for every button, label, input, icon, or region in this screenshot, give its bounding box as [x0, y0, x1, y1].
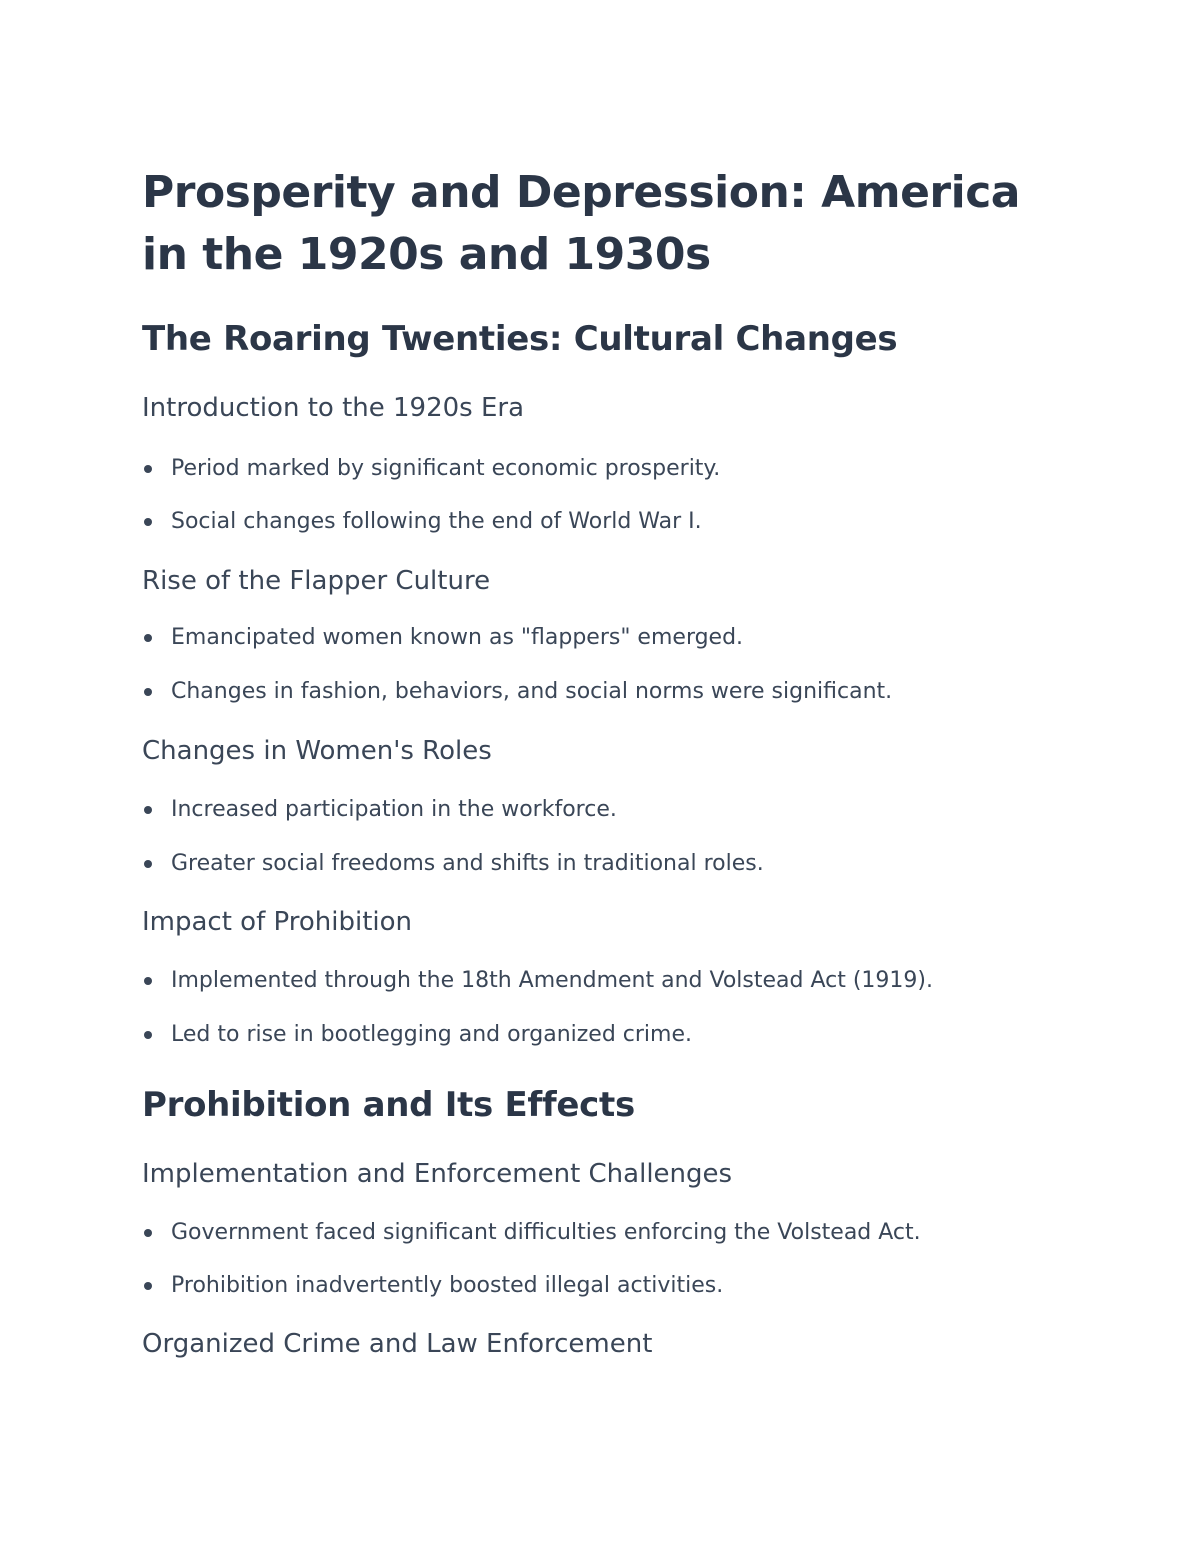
- bullet-icon: [144, 977, 152, 985]
- subsection-heading: Implementation and Enforcement Challenges: [142, 1159, 733, 1189]
- list-item-text: Period marked by significant economic prosperity.: [171, 456, 721, 481]
- bullet-icon: [144, 634, 152, 642]
- list-item-text: Government faced significant difficulties enforcing the Volstead Act.: [171, 1220, 921, 1245]
- subsection-heading: Changes in Women's Roles: [142, 736, 492, 766]
- bullet-icon: [144, 860, 152, 868]
- list-item-text: Prohibition inadvertently boosted illegal activities.: [171, 1273, 724, 1298]
- subsection-heading: Introduction to the 1920s Era: [142, 393, 525, 423]
- document-title: Prosperity and Depression: America in the 1920s and 1930s: [142, 167, 1020, 280]
- bullet-icon: [144, 518, 152, 526]
- list-item-text: Increased participation in the workforce.: [171, 797, 617, 822]
- subsection-heading: Impact of Prohibition: [142, 907, 412, 937]
- subsection-heading: Organized Crime and Law Enforcement: [142, 1329, 653, 1359]
- list-item-text: Social changes following the end of World War I.: [171, 509, 702, 534]
- list-item-text: Implemented through the 18th Amendment and Volstead Act (1919).: [171, 968, 933, 993]
- bullet-icon: [144, 688, 152, 696]
- subsection-heading: Rise of the Flapper Culture: [142, 566, 491, 596]
- bullet-icon: [144, 465, 152, 473]
- section-heading: Prohibition and Its Effects: [142, 1085, 635, 1125]
- list-item-text: Emancipated women known as "flappers" emerged.: [171, 625, 744, 650]
- list-item-text: Changes in fashion, behaviors, and social norms were significant.: [171, 679, 893, 704]
- list-item-text: Led to rise in bootlegging and organized crime.: [171, 1022, 692, 1047]
- bullet-icon: [144, 1282, 152, 1290]
- bullet-icon: [144, 1229, 152, 1237]
- bullet-icon: [144, 1031, 152, 1039]
- section-heading: The Roaring Twenties: Cultural Changes: [142, 319, 898, 359]
- bullet-icon: [144, 806, 152, 814]
- list-item-text: Greater social freedoms and shifts in traditional roles.: [171, 851, 764, 876]
